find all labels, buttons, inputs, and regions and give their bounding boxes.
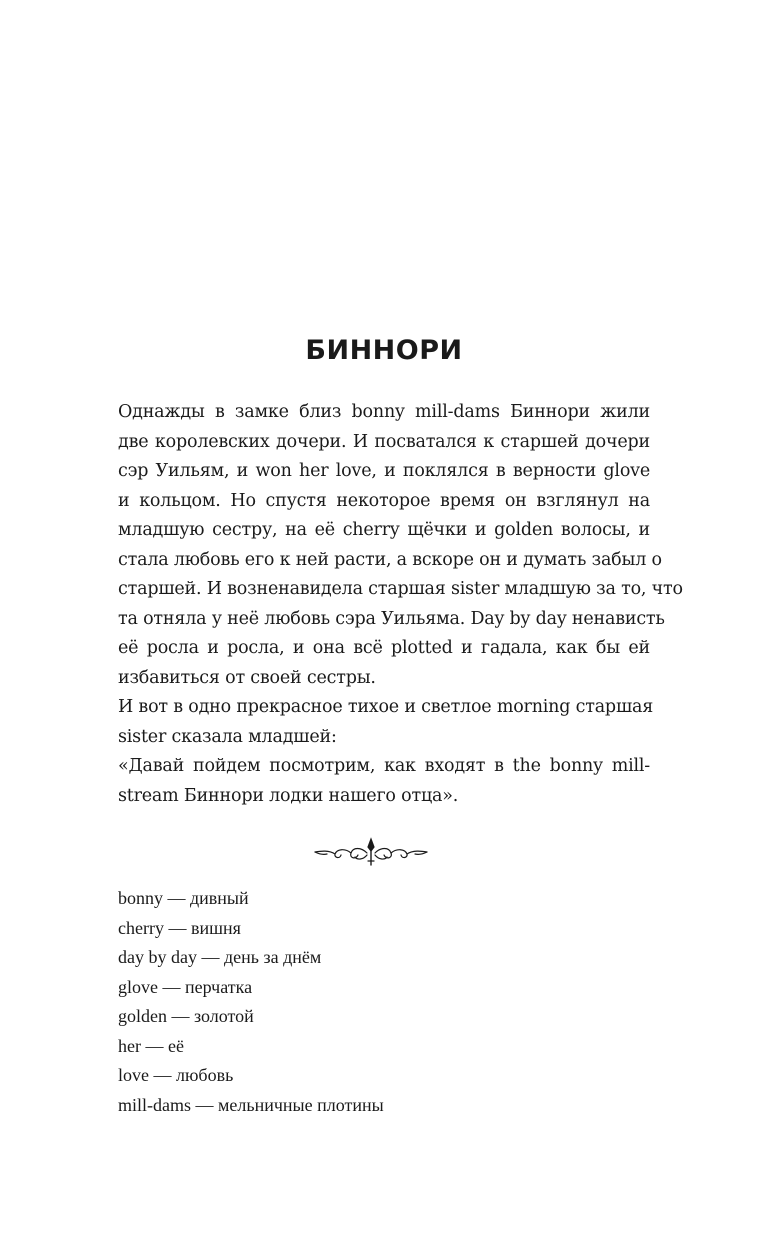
paragraph-2: [118, 693, 654, 752]
text-line: младшую сестру, на её cherry щёчки и golden волосы, и: [118, 520, 650, 540]
vocabulary-item: her — её: [118, 1035, 184, 1056]
vocabulary-item: glove — перчатка: [118, 976, 253, 997]
text-line: stream Биннори лодки нашего отца».: [118, 785, 459, 806]
vocabulary-item: golden — золотой: [118, 1006, 254, 1026]
text-line: старшей. И возненавидела старшая sister младшую за то, что: [118, 579, 683, 599]
vocabulary-item: cherry — вишня: [118, 917, 241, 938]
text-line: та отняла у неё любовь сэра Уильяма. Day by day ненависть: [118, 608, 665, 629]
vocabulary-item: bonny — дивный: [118, 888, 249, 908]
paragraph-1: [118, 398, 683, 693]
text-line: стала любовь его к ней расти, а вскоре он и думать забыл о: [118, 549, 662, 570]
chapter-title: БИННОРИ: [305, 335, 463, 366]
text-line: Однажды в замке близ bonny mill-dams Биннори жили: [118, 402, 650, 422]
text-line: и кольцом. Но спустя некоторое время он взглянул на: [118, 490, 650, 511]
text-line: две королевских дочери. И посватался к старшей дочери: [118, 431, 650, 452]
vocabulary-list: [118, 884, 650, 1120]
story-text: [118, 398, 683, 811]
scroll-flourish-ornament-icon: [311, 836, 431, 868]
text-line: сэр Уильям, и won her love, и поклялся в верности glove: [118, 461, 650, 481]
vocabulary-item: mill-dams — мельничные плотины: [118, 1094, 384, 1115]
vocabulary-item: love — любовь: [118, 1065, 234, 1085]
text-line: «Давай пойдем посмотрим, как входят в the bonny mill-: [118, 756, 650, 776]
paragraph-3: [118, 752, 650, 811]
text-line: sister сказала младшей:: [118, 726, 337, 747]
text-line: И вот в одно прекрасное тихое и светлое morning старшая: [118, 697, 654, 717]
text-line: её росла и росла, и она всё plotted и гадала, как бы ей: [118, 638, 650, 658]
vocabulary-item: day by day — день за днём: [118, 947, 322, 967]
text-line: избавиться от своей сестры.: [118, 667, 376, 688]
